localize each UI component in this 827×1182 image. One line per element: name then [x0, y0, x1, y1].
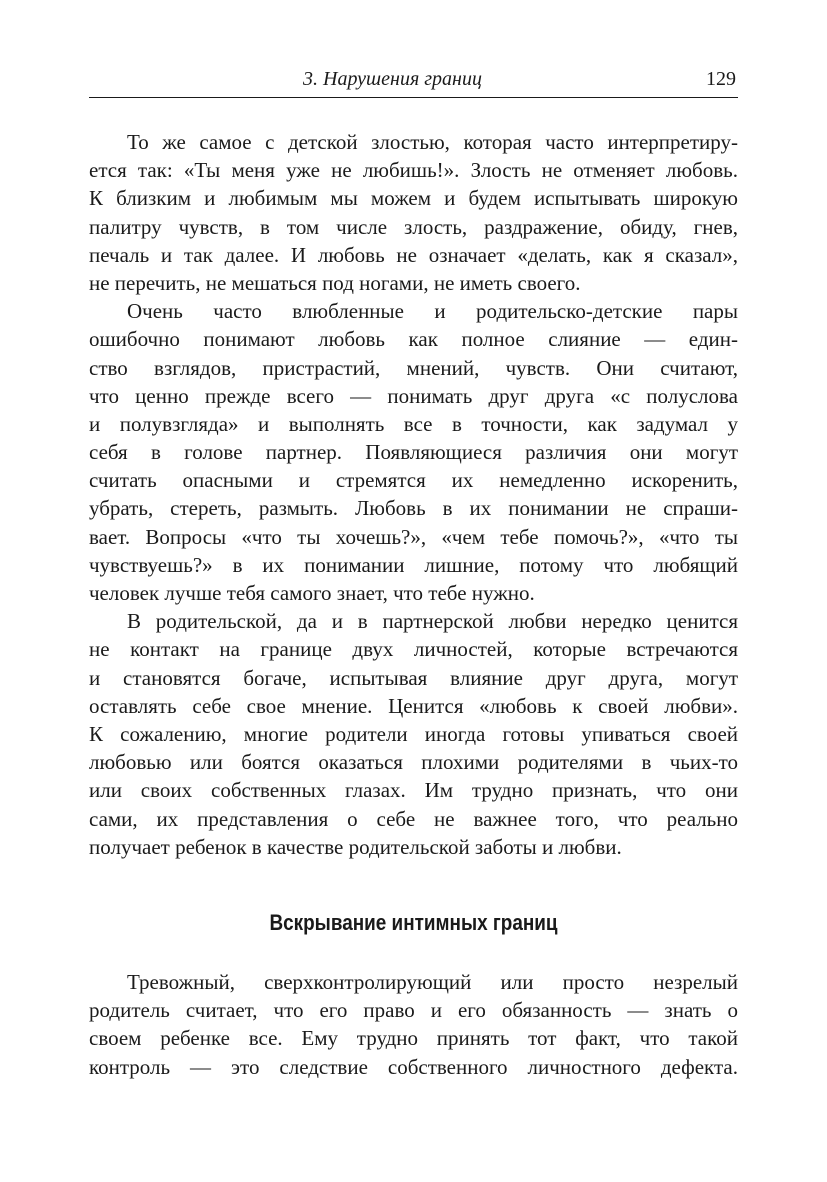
- text-line: убрать, стереть, размыть. Любовь в их понимании не спраши-: [89, 496, 738, 521]
- text-line: чувствуешь?» в их понимании лишние, потому что любящий: [89, 552, 738, 577]
- text-line: оставлять себе свое мнение. Ценится «любовь к своей любви».: [89, 693, 738, 718]
- chapter-running-title: 3. Нарушения границ: [303, 68, 482, 90]
- page-number: 129: [706, 68, 736, 90]
- text-line: и становятся богаче, испытывая влияние друг друга, могут: [89, 665, 738, 690]
- text-line: Тревожный, сверхконтролирующий или просто незрелый: [127, 970, 738, 994]
- text-line: получает ребенок в качестве родительской заботы и любви.: [89, 834, 622, 859]
- text-line: К близким и любимым мы можем и будем испытывать широкую: [89, 186, 738, 211]
- paragraph-child-anger: [89, 128, 738, 297]
- text-line: контроль — это следствие собственного личностного дефекта.: [89, 1054, 738, 1079]
- text-line: человек лучше тебя самого знает, что тебе нужно.: [89, 581, 535, 605]
- text-line: Очень часто влюбленные и родительско-детские пары: [127, 299, 738, 324]
- text-line: любовью или боятся оказаться плохими родителями в чьих-то: [89, 750, 738, 775]
- text-line: ство взглядов, пристрастий, мнений, чувств. Они считают,: [89, 355, 738, 380]
- running-header: [89, 64, 738, 98]
- text-line: считать опасными и стремятся их немедленно искоренить,: [89, 468, 738, 493]
- text-line: себя в голове партнер. Появляющиеся различия они могут: [89, 440, 738, 465]
- section-heading: Вскрывание интимных границ: [269, 910, 558, 935]
- text-line: не контакт на границе двух личностей, которые встречаются: [89, 637, 738, 662]
- text-line: К сожалению, многие родители иногда готовы упиваться своей: [89, 721, 738, 746]
- text-line: и полувзгляда» и выполнять все в точности, как задумал у: [89, 411, 738, 436]
- text-line: вает. Вопросы «что ты хочешь?», «чем тебе помочь?», «что ты: [89, 524, 738, 549]
- text-line: В родительской, да и в партнерской любви нередко ценится: [127, 609, 738, 634]
- text-line: родитель считает, что его право и его обязанность — знать о: [89, 998, 738, 1023]
- text-line: ошибочно понимают любовь как полное слияние — един-: [89, 327, 738, 352]
- text-line: не перечить, не мешаться под ногами, не иметь своего.: [89, 270, 581, 295]
- text-line: То же самое с детской злостью, которая часто интерпретиру-: [127, 130, 738, 154]
- paragraph-parental-love: [89, 607, 738, 861]
- section-text: [89, 968, 738, 1081]
- text-line: что ценно прежде всего — понимать друг друга «с полуслова: [89, 383, 738, 408]
- text-line: палитру чувств, в том числе злость, раздражение, обиду, гнев,: [89, 214, 738, 239]
- paragraph-control: [89, 968, 738, 1081]
- text-line: своем ребенке все. Ему трудно принять тот факт, что такой: [89, 1026, 738, 1051]
- text-line: печаль и так далее. И любовь не означает «делать, как я сказал»,: [89, 242, 738, 267]
- text-line: сами, их представления о себе не важнее того, что реально: [89, 806, 738, 831]
- text-line: или своих собственных глазах. Им трудно признать, что они: [89, 778, 738, 803]
- text-line: ется так: «Ты меня уже не любишь!». Злость не отменяет любовь.: [89, 158, 738, 183]
- paragraph-fusion: [89, 297, 738, 607]
- main-text: [89, 128, 738, 861]
